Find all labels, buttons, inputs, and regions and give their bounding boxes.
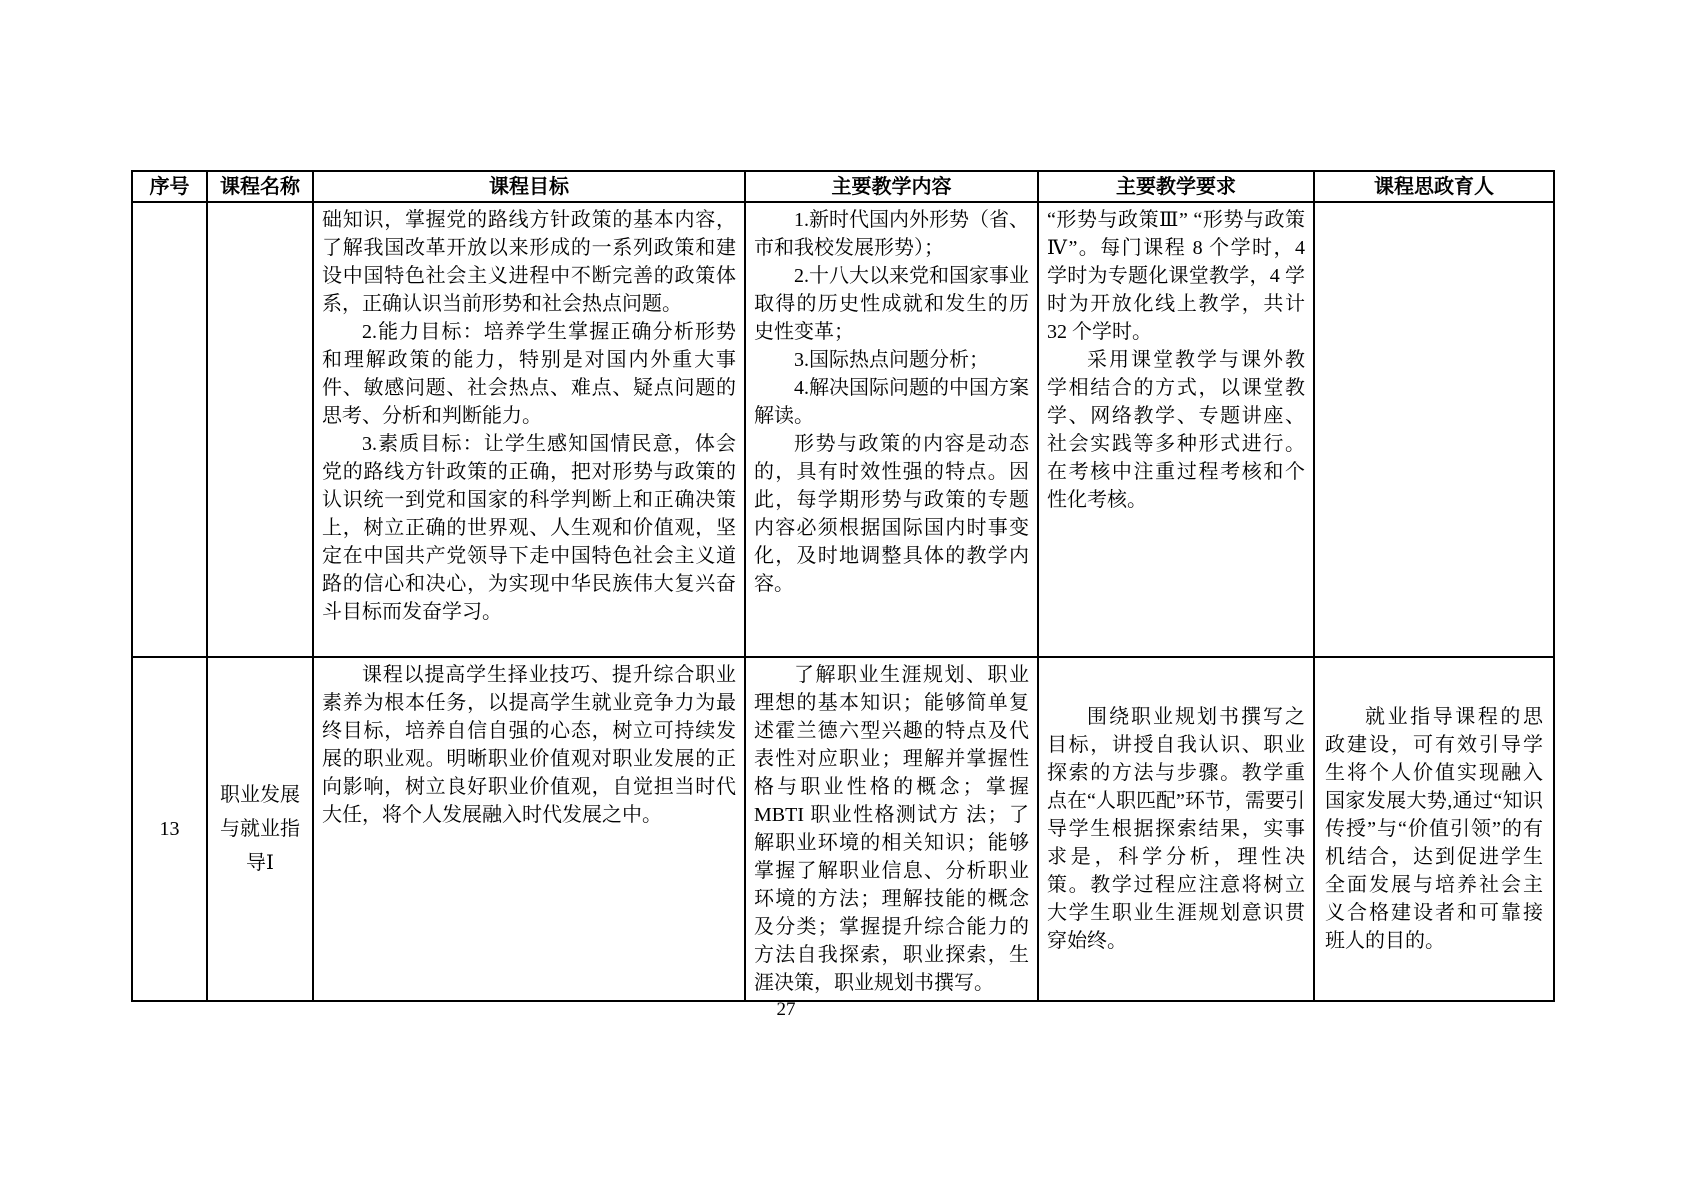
header-teaching-content: 主要教学内容	[745, 171, 1038, 202]
paragraph: 围绕职业规划书撰写之目标，讲授自我认识、职业探索的方法与步骤。教学重点在“人职匹配”环节，需要引导学生根据探索结果，实事求是，科学分析，理性决策。教学过程应注意将树立大学生职业生涯规划意识贯穿始终。	[1047, 706, 1305, 952]
paragraph: 础知识，掌握党的路线方针政策的基本内容，了解我国改革开放以来形成的一系列政策和建设中国特色社会主义进程中不断完善的政策体系，正确认识当前形势和社会热点问题。	[322, 209, 736, 315]
paragraph: 采用课堂教学与课外教学相结合的方式，以课堂教学、网络教学、专题讲座、社会实践等多种形式进行。在考核中注重过程考核和个性化考核。	[1047, 349, 1305, 511]
paragraph: “形势与政策Ⅲ” “形势与政策Ⅳ”。每门课程 8 个学时，4 学时为专题化课堂教学，4 学时为开放化线上教学，共计 32 个学时。	[1047, 209, 1305, 343]
content-cell	[745, 202, 1038, 657]
paragraph: 形势与政策的内容是动态的，具有时效性强的特点。因此，每学期形势与政策的专题内容必须根据国际国内时事变化，及时地调整具体的教学内容。	[754, 433, 1029, 595]
course-table	[131, 170, 1555, 1002]
paragraph: 4.解决国际问题的中国方案解读。	[754, 377, 1029, 427]
paragraph: 2.十八大以来党和国家事业取得的历史性成就和发生的历史性变革；	[754, 265, 1029, 343]
paragraph: 2.能力目标：培养学生掌握正确分析形势和理解政策的能力，特别是对国内外重大事件、敏感问题、社会热点、难点、疑点问题的思考、分析和判断能力。	[322, 321, 736, 427]
header-teaching-requirements: 主要教学要求	[1038, 171, 1314, 202]
seq-cell	[132, 202, 207, 657]
ideology-cell	[1314, 202, 1554, 657]
page-number: 27	[776, 999, 796, 1020]
paragraph: 课程以提高学生择业技巧、提升综合职业素养为根本任务，以提高学生就业竞争力为最终目标，培养自信自强的心态，树立可持续发展的职业观。明晰职业价值观对职业发展的正向影响，树立良好职业价值观，自觉担当时代大任，将个人发展融入时代发展之中。	[322, 664, 736, 826]
header-course-name: 课程名称	[207, 171, 313, 202]
course-name-cell: 职业发展与就业指导Ⅰ	[207, 657, 313, 1001]
objectives-cell	[313, 657, 745, 1001]
paragraph: 3.国际热点问题分析；	[794, 349, 989, 371]
ideology-cell	[1314, 657, 1554, 1001]
paragraph: 了解职业生涯规划、职业理想的基本知识；能够简单复述霍兰德六型兴趣的特点及代表性对应职业；理解并掌握性格与职业性格的概念；掌握MBTI 职业性格测试方 法；了解职业环境的相关知识；能够掌握了解职业信息、分析职业环境的方法；理解技能的概念及分类；掌握提升综合能力的方法自我探索，职业探索，生涯决策，职业规划书撰写。	[754, 664, 1029, 994]
course-name-cell	[207, 202, 313, 657]
requirements-cell	[1038, 202, 1314, 657]
seq-cell: 13	[132, 657, 207, 1001]
header-ideology-education: 课程思政育人	[1314, 171, 1554, 202]
content-cell	[745, 657, 1038, 1001]
header-seq: 序号	[132, 171, 207, 202]
paragraph: 就业指导课程的思政建设，可有效引导学生将个人价值实现融入国家发展大势,通过“知识传授”与“价值引领”的有机结合，达到促进学生全面发展与培养社会主义合格建设者和可靠接班人的目的。	[1325, 706, 1543, 952]
requirements-cell	[1038, 657, 1314, 1001]
objectives-cell	[313, 202, 745, 657]
table-row-13	[132, 657, 1554, 1001]
table-header-row	[132, 171, 1554, 202]
paragraph: 3.素质目标：让学生感知国情民意，体会党的路线方针政策的正确，把对形势与政策的认识统一到党和国家的科学判断上和正确决策上，树立正确的世界观、人生观和价值观，坚定在中国共产党领导下走中国特色社会主义道路的信心和决心，为实现中华民族伟大复兴奋斗目标而发奋学习。	[322, 433, 736, 623]
header-course-objectives: 课程目标	[313, 171, 745, 202]
paragraph: 1.新时代国内外形势（省、市和我校发展形势）；	[754, 209, 1029, 259]
table-row-continuation	[132, 202, 1554, 657]
